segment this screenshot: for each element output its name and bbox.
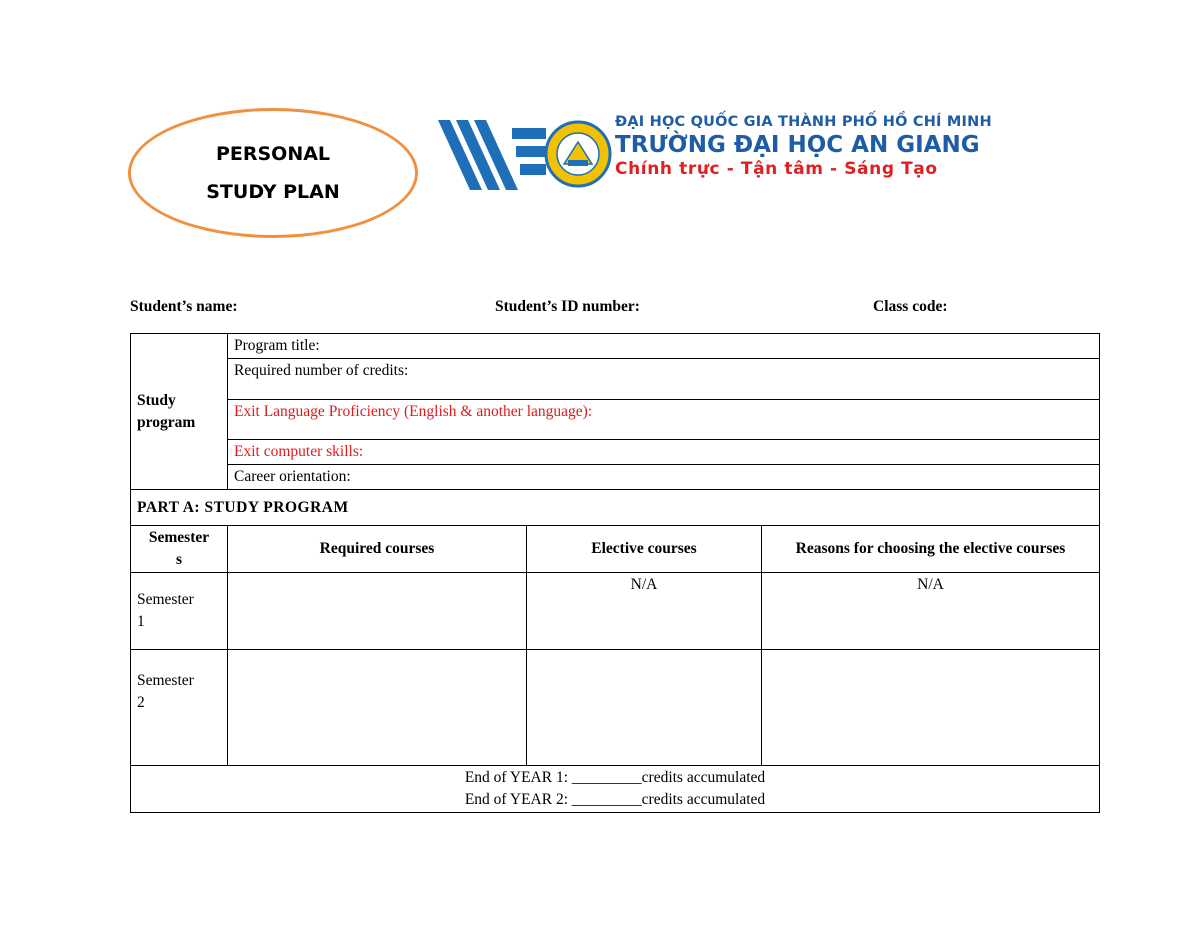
- semester-2-label: Semester 2: [131, 650, 228, 766]
- career-orientation-field: Career orientation:: [228, 465, 1100, 490]
- logo-text-line2: TRƯỜNG ĐẠI HỌC AN GIANG: [615, 132, 980, 158]
- logo-text-line1: ĐẠI HỌC QUỐC GIA THÀNH PHỐ HỒ CHÍ MINH: [615, 114, 992, 130]
- year-1-credits: End of YEAR 1: _________credits accumulated: [464, 769, 766, 786]
- class-code-label: Class code:: [873, 298, 948, 315]
- program-title-field: Program title:: [228, 334, 1100, 359]
- part-a-heading: PART A: STUDY PROGRAM: [131, 490, 1100, 526]
- reasons-header: Reasons for choosing the elective courses: [762, 526, 1100, 573]
- semester-1-label: Semester 1: [131, 573, 228, 650]
- student-name-label: Student’s name:: [130, 298, 238, 315]
- exit-computer-field: Exit computer skills:: [228, 440, 1100, 465]
- semester-1-required-cell[interactable]: [228, 573, 527, 650]
- elective-courses-header: Elective courses: [527, 526, 762, 573]
- title-line1: PERSONAL: [215, 143, 331, 165]
- semester-1-reasons-cell[interactable]: N/A: [762, 573, 1100, 650]
- logo-text-line3: Chính trực - Tận tâm - Sáng Tạo: [615, 159, 938, 179]
- semester-2-reasons-cell[interactable]: [762, 650, 1100, 766]
- semester-2-elective-cell[interactable]: [527, 650, 762, 766]
- exit-language-field: Exit Language Proficiency (English & another language):: [228, 400, 1100, 440]
- semester-1-elective-cell[interactable]: N/A: [527, 573, 762, 650]
- credits-accumulated-footer: [131, 766, 1100, 813]
- required-courses-header: Required courses: [228, 526, 527, 573]
- logo-text: [615, 114, 992, 179]
- study-plan-table: [130, 333, 1100, 813]
- semesters-header: Semester s: [131, 526, 228, 573]
- study-program-label: Study program: [131, 334, 228, 490]
- required-credits-field: Required number of credits:: [228, 359, 1100, 400]
- semester-2-required-cell[interactable]: [228, 650, 527, 766]
- year-2-credits: End of YEAR 2: _________credits accumulated: [464, 791, 766, 808]
- title-line2: STUDY PLAN: [206, 181, 340, 203]
- student-id-label: Student’s ID number:: [495, 298, 640, 315]
- title-oval: [128, 108, 418, 238]
